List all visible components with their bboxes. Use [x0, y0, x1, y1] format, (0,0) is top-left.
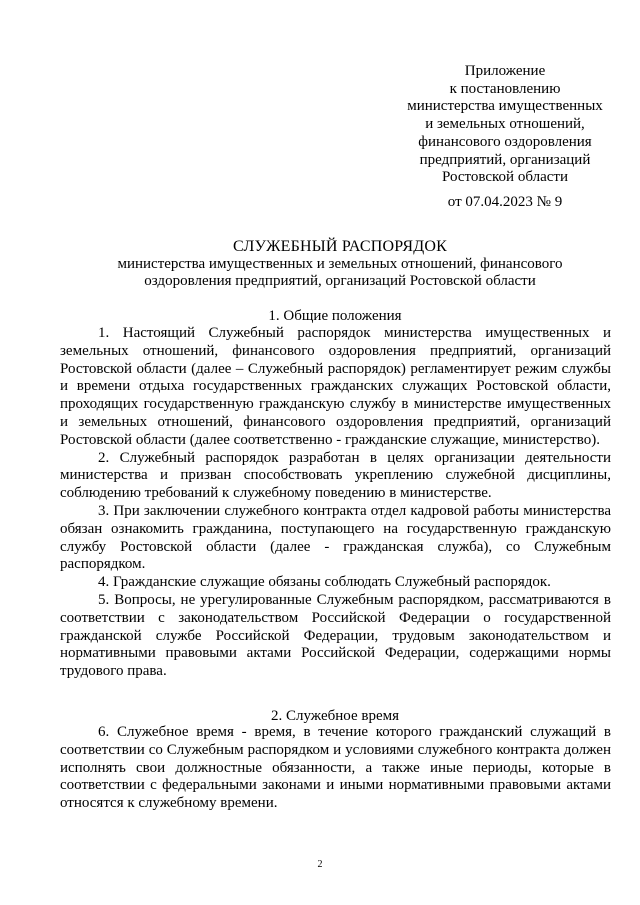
appendix-stamp: [400, 63, 610, 212]
appendix-date: от 07.04.2023 № 9: [447, 193, 563, 210]
appendix-line: Ростовской области: [442, 169, 568, 186]
appendix-line: предприятий, организаций: [419, 151, 591, 168]
paragraph-6: 6. Служебное время - время, в течение которого гражданский служащий в соответствии со Служебным распорядком и условиями служебного контракта должен исполнять свои должностные обязанности, а также иные периоды, которые в соответствии с федеральными законами и иными нормативными правовыми актами относятся к служебному времени.: [60, 724, 611, 812]
paragraph-2: 2. Служебный распорядок разработан в целях организации деятельности министерства и призван способствовать укреплению служебной дисциплины, соблюдению требований к служебному поведению в министерстве.: [60, 449, 611, 502]
document-subtitle-line-2: оздоровления предприятий, организаций Ростовской области: [144, 273, 536, 289]
section-1-body: [60, 325, 611, 681]
section-2-body: [60, 724, 611, 813]
appendix-line: финансового оздоровления: [418, 133, 592, 150]
section-2-heading: 2. Служебное время: [271, 708, 399, 724]
document-subtitle-line-1: министерства имущественных и земельных отношений, финансового: [117, 256, 563, 272]
appendix-line: к постановлению: [449, 80, 561, 97]
paragraph-5: 5. Вопросы, не урегулированные Служебным распорядком, рассматриваются в соответствии с законодательством Российской Федерации о государственной гражданской службе Российской Федерации, трудовым законодательством и нормативными правовыми актами Российской Федерации, содержащими нормы трудового права.: [60, 591, 611, 680]
paragraph-4: 4. Гражданские служащие обязаны соблюдать Служебный распорядок.: [98, 574, 551, 591]
paragraph-1: 1. Настоящий Служебный распорядок министерства имущественных и земельных отношений, финансового оздоровления предприятий, организаций Ростовской области (далее – Служебный распорядок) регламентирует режим службы и времени отдыха государственных гражданских служащих Ростовской области, проходящих государственную гражданскую службу в министерстве имущественных и земельных отношений, финансового оздоровления предприятий, организаций Ростовской области (далее соответственно - гражданские служащие, министерство).: [60, 325, 611, 448]
appendix-line: министерства имущественных: [407, 98, 603, 115]
appendix-line: и земельных отношений,: [425, 116, 585, 133]
document-title-block: [60, 238, 620, 290]
appendix-line: Приложение: [464, 63, 546, 79]
document-title: СЛУЖЕБНЫЙ РАСПОРЯДОК: [233, 238, 447, 255]
page-number: 2: [317, 859, 323, 870]
section-1-heading: 1. Общие положения: [268, 308, 402, 324]
paragraph-3: 3. При заключении служебного контракта отдел кадровой работы министерства обязан ознакомить гражданина, поступающего на государственную гражданскую службу Ростовской области (далее - гражданская служба), со Служебным распорядком.: [60, 502, 611, 573]
